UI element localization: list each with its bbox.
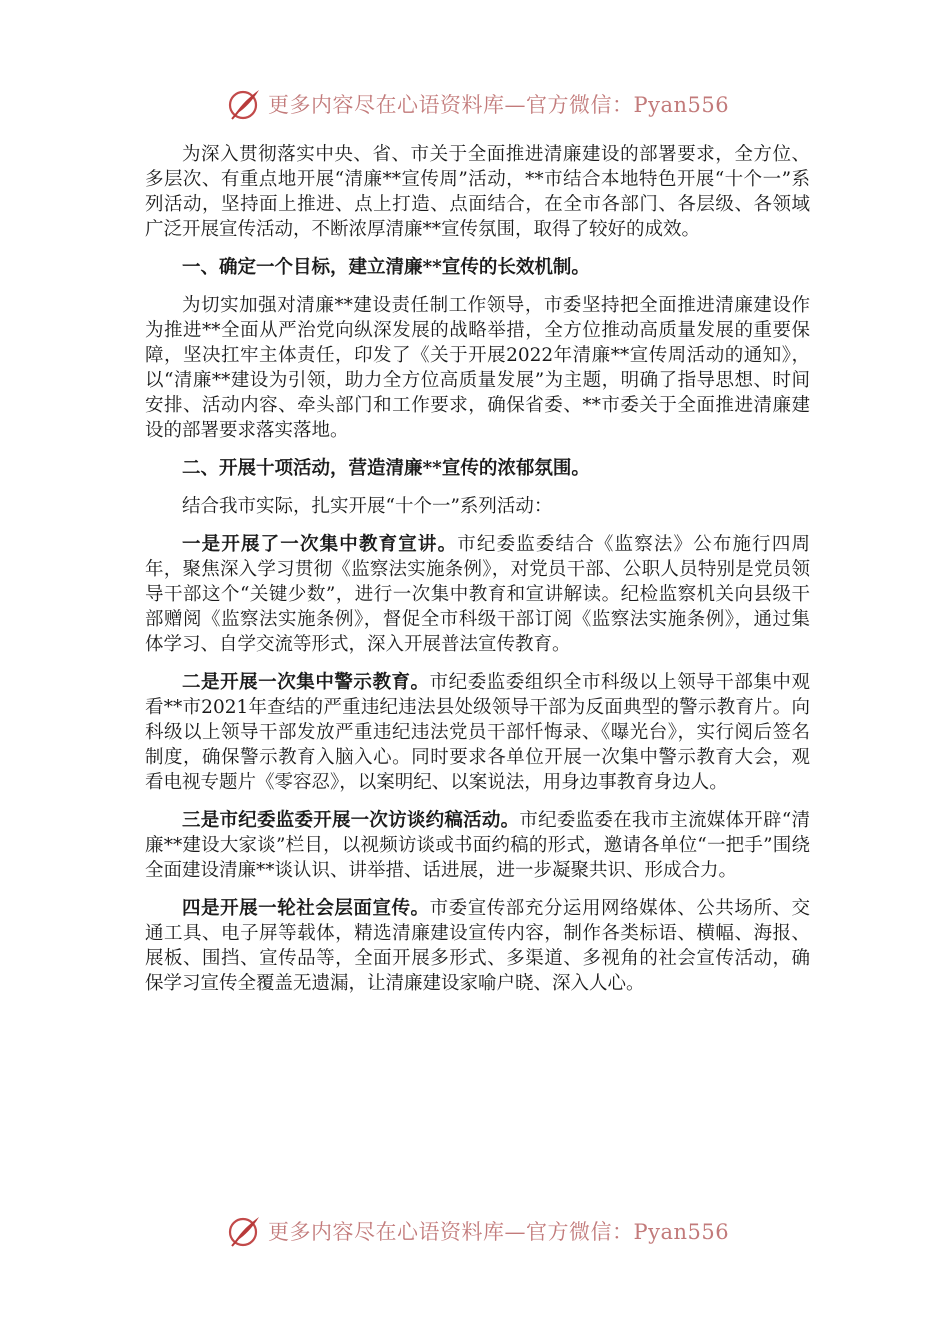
activity-item-2-text: 市纪委监委组织全市科级以上领导干部集中观看**市2021年查结的严重违纪违法县处级领导干部为反面典型的警示教育片。向科级以上领导干部发放严重违纪违法党员干部忏悔录、《曝光台》，实行阅后签名制度，确保警示教育入脑入心。同时要求各单位开展一次集中警示教育大会，观看电视专题片《零容忍》，以案明纪、以案说法，用身边事教育身边人。 (145, 672, 810, 793)
activity-item-3 (145, 808, 810, 883)
activity-item-4-lead: 四是开展一轮社会层面宣传。 (182, 898, 430, 919)
activity-item-3-text: 市纪委监委在我市主流媒体开辟“清廉**建设大家谈”栏目，以视频访谈或书面约稿的形式，邀请各单位“一把手”围绕全面建设清廉**谈认识、讲举措、话进展，进一步凝聚共识、形成合力。 (145, 810, 810, 881)
activity-item-2 (145, 670, 810, 795)
activity-item-4-text: 市委宣传部充分运用网络媒体、公共场所、交通工具、电子屏等载体，精选清廉建设宣传内容，制作各类标语、横幅、海报、展板、围挡、宣传品等，全面开展多形式、多渠道、多视角的社会宣传活动，确保学习宣传全覆盖无遗漏，让清廉建设家喻户晓、深入人心。 (145, 898, 810, 994)
feather-pen-icon (226, 1213, 262, 1249)
activity-item-4 (145, 896, 810, 996)
intro-paragraph: 为深入贯彻落实中央、省、市关于全面推进清廉建设的部署要求，全方位、多层次、有重点地开展“清廉**宣传周”活动，**市结合本地特色开展“十个一”系列活动，坚持面上推进、点上打造、点面结合，在全市各部门、各层级、各领域广泛开展宣传活动，不断浓厚清廉**宣传氛围，取得了较好的成效。 (145, 144, 810, 240)
section-heading-2: 二、开展十项活动，营造清廉**宣传的浓郁氛围。 (182, 458, 590, 479)
watermark-header (226, 84, 729, 124)
watermark-text: 更多内容尽在心语资料库—官方微信：Pyan556 (268, 1220, 730, 1244)
activity-item-2-lead: 二是开展一次集中警示教育。 (182, 672, 430, 693)
activity-item-3-lead: 三是市纪委监委开展一次访谈约稿活动。 (182, 810, 520, 831)
watermark-text: 更多内容尽在心语资料库—官方微信：Pyan556 (268, 93, 730, 117)
feather-pen-icon (226, 86, 262, 122)
section-heading-1: 一、确定一个目标，建立清廉**宣传的长效机制。 (182, 257, 590, 278)
activity-item-1-text: 市纪委监委结合《监察法》公布施行四周年，聚焦深入学习贯彻《监察法实施条例》，对党员干部、公职人员特别是党员领导干部这个“关键少数”，进行一次集中教育和宣讲解读。纪检监察机关向县级干部赠阅《监察法实施条例》，督促全市科级干部订阅《监察法实施条例》，通过集体学习、自学交流等形式，深入开展普法宣传教育。 (145, 534, 810, 655)
activity-item-1 (145, 532, 810, 657)
section-paragraph-2: 结合我市实际，扎实开展“十个一”系列活动： (182, 496, 553, 517)
activity-item-1-lead: 一是开展了一次集中教育宣讲。 (182, 534, 458, 555)
watermark-footer (226, 1211, 729, 1251)
document-body (145, 142, 810, 996)
section-paragraph-1: 为切实加强对清廉**建设责任制工作领导，市委坚持把全面推进清廉建设作为推进**全面从严治党向纵深发展的战略举措，全方位推动高质量发展的重要保障，坚决扛牢主体责任，印发了《关于开展2022年清廉**宣传周活动的通知》，以“清廉**建设为引领，助力全方位高质量发展”为主题，明确了指导思想、时间安排、活动内容、牵头部门和工作要求，确保省委、**市委关于全面推进清廉建设的部署要求落实落地。 (145, 295, 810, 441)
